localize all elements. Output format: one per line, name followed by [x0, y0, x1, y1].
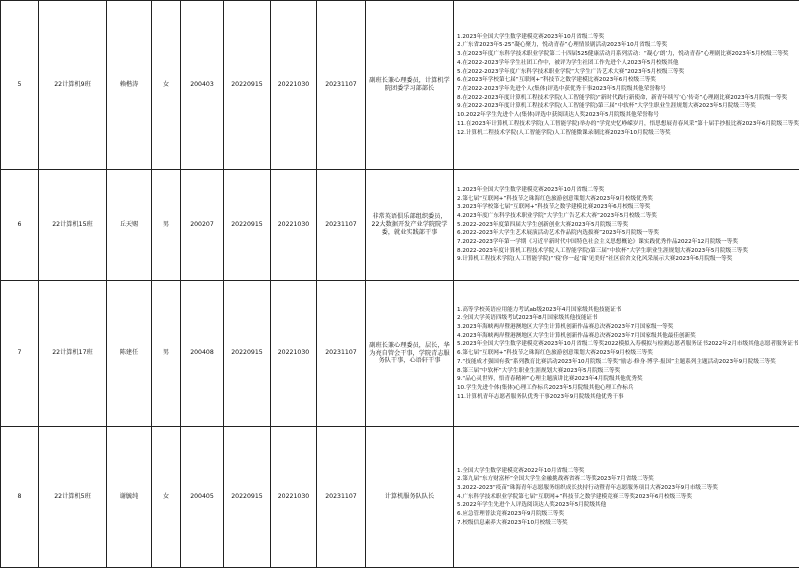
table-row [1, 1, 799, 170]
award-item: 4.2023年度广东科学技术职业学院“大学生广告艺术大赛”2023年5月校级二等奖 [457, 212, 799, 221]
awards-list [454, 467, 799, 528]
code-cell: 200403 [181, 1, 224, 170]
date-cell-2: 20221030 [271, 170, 317, 281]
award-item: 1.2023年全国大学生数学建模竞赛2023年10月省级二等奖 [457, 186, 799, 195]
award-item: 6.在2023年学校第七届“互联网+”科技节之数学建模比赛2023年6月校级三等奖 [457, 76, 799, 85]
award-item: 10.2022年学生先进个人(集体)评选中获阅读达人奖2023年5月院级其他荣誉称号 [457, 111, 799, 120]
name-cell: 谢毓纯 [107, 427, 152, 568]
award-item: 7.在2022-2023学年先进个人(集体)评选中获优秀干事2023年5月院级其他荣誉称号 [457, 85, 799, 94]
award-item: 8.第三届“中软杯”大学生职业生涯规划大赛2023年5月院级三等奖 [457, 367, 799, 376]
award-item: 5.2022-2023年度第四届大学生创新创业大赛2023年5月院级三等奖 [457, 221, 799, 230]
award-item: 9.“品心灵世界，悟青春精神”心理主题演讲比赛2023年4月院级其他优秀奖 [457, 375, 799, 384]
date-cell-3: 20231107 [317, 281, 366, 427]
class-cell: 22计算机17班 [39, 281, 107, 427]
award-item: 3.在2023年度广东科学技术职业学院第二十四届525健康活动月系列活动：“凝心‘朗’力，悦动青春”心理剧比赛2023年5月校级三等奖 [457, 50, 799, 59]
name-cell: 赖楷涛 [107, 1, 152, 170]
post-cell: 副班长兼心理委员，计算机学院团委学习部部长 [366, 1, 454, 170]
award-item: 5.在2022-2023学年度广东科学技术职业学院“大学生广告艺术大赛”2023年5月校级三等奖 [457, 68, 799, 77]
awards-cell [454, 427, 799, 568]
award-item: 4.广东科学技术职业学院第七届“互联网+”科技节之数学建模竞赛三等奖2023年6月校级三等奖 [457, 493, 799, 502]
award-item: 10.学生先进个体(集体)心理工作标兵2023年5月院级其他心理工作标兵 [457, 384, 799, 393]
awards-cell [454, 1, 799, 170]
award-item: 2.全国大学英语四级考试2023年8月国家级其他技能证书 [457, 314, 799, 323]
award-item: 11.计算机青年志愿者服务队优秀干事2023年9月院级其他优秀干事 [457, 393, 799, 402]
award-item: 4.在2022-2023学年学生社团工作中，被评为学生社团工作先进个人2023年5月校级其他 [457, 59, 799, 68]
code-cell: 200405 [181, 427, 224, 568]
award-item: 5.2022年学生先进个人评选阅读达人奖2023年5月院级其他 [457, 501, 799, 510]
gender-cell: 男 [152, 281, 181, 427]
award-item: 12.计算机二程技术学院(人工智能学院)人工智能微课录制比赛2023年10月院级三等奖 [457, 129, 799, 138]
code-cell: 200207 [181, 170, 224, 281]
award-item: 8.2022-2023年度计算机工程技术学院人工智能学院)第三届“中软杯”大学生职业生涯规划大赛2023年5月院级三等奖 [457, 247, 799, 256]
table-row [1, 427, 799, 568]
award-item: 1.2023年全国大学生数学建模竞赛2023年10月省级二等奖 [457, 33, 799, 42]
award-item: 6.应急管理普法竞赛2023年9月院级三等奖 [457, 510, 799, 519]
awards-cell [454, 281, 799, 427]
award-item: 2.第七届“互联网+”科技节之珠海红色旅游创意策划大赛2023年9月校级优秀奖 [457, 195, 799, 204]
award-item: 3.2023年海峡两岸暨港澳地区大学生计算机创新作品赛总决赛2023年7月国家级一等奖 [457, 323, 799, 332]
row-number-cell: 8 [1, 427, 39, 568]
award-item: 1.全国大学生数学建模竞赛2022年10月省级二等奖 [457, 467, 799, 476]
post-cell: 计算机服务队队长 [366, 427, 454, 568]
award-item: 7.校级信息素养大赛2023年10月校级三等奖 [457, 519, 799, 528]
award-item: 2.广东省2023年5·25“凝心聚力，悦动青春”心理情景剧活动2023年10月省级二等奖 [457, 41, 799, 50]
date-cell-1: 20220915 [224, 170, 271, 281]
award-item: 7.2022-2023学年第一学期《习近平新时代中国特色社会主义思想概论》课实践优秀作品2022年12月院级一等奖 [457, 238, 799, 247]
class-cell: 22计算机9班 [39, 1, 107, 170]
date-cell-1: 20220915 [224, 1, 271, 170]
post-cell: 非常英语俱乐部组织委员，22大数据开发产业学院院学委，就业实践部干事 [366, 170, 454, 281]
awards-list [454, 306, 799, 402]
award-item: 9.计算机工程技术学院(人工智能学院)“‘寝’你一起‘寓’见美好”社区宿舍文化风采展示大赛2023年6月院级一等奖 [457, 255, 799, 264]
awards-list [454, 33, 799, 137]
award-item: 2.第九届“东方财富杯”全国大学生金融挑战赛省赛二等奖2023年7月省级二等奖 [457, 475, 799, 484]
award-item: 4.2023年海峡两岸暨港澳地区大学生计算机创新作品赛总决赛2023年7月国家级其他最佳创新奖 [457, 332, 799, 341]
date-cell-1: 20220915 [224, 281, 271, 427]
code-cell: 200408 [181, 281, 224, 427]
name-cell: 丘天赐 [107, 170, 152, 281]
table-row [1, 170, 799, 281]
class-cell: 22计算机5班 [39, 427, 107, 568]
name-cell: 陈建任 [107, 281, 152, 427]
row-number-cell: 6 [1, 170, 39, 281]
awards-cell [454, 170, 799, 281]
date-cell-2: 20221030 [271, 1, 317, 170]
table-row [1, 281, 799, 427]
row-number-cell: 7 [1, 281, 39, 427]
award-item: 5.2023年全国大学生数学建模竞赛2023年10月省级二等奖2022模拟入寿模拟与检测志愿者服务证书2022年2月市级其他志愿者服务证书 [457, 340, 799, 349]
award-item: 1.高等学校英语应用能力考试ab级2023年4月国家级其他技能证书 [457, 306, 799, 315]
awards-list [454, 186, 799, 264]
award-item: 9.在2022-2023年度计算机工程技术学院(人工智能学院)第三届“中软杯”大学生职业生涯规划大赛2023年5月院级三等奖 [457, 102, 799, 111]
date-cell-3: 20231107 [317, 1, 366, 170]
date-cell-3: 20231107 [317, 427, 366, 568]
gender-cell: 女 [152, 427, 181, 568]
award-item: 3.2022-2023“疫苗”珠海青年志愿服务组织成长扶持行动暨青年志愿服务项目大赛2023年9月市级三等奖 [457, 484, 799, 493]
row-number-cell: 5 [1, 1, 39, 170]
date-cell-2: 20221030 [271, 427, 317, 568]
date-cell-2: 20221030 [271, 281, 317, 427]
award-item: 6.第七届“互联网+”科技节之珠海红色旅游创意策划大赛2023年9月校级三等奖 [457, 349, 799, 358]
award-item: 3.2023年学校第七届“互联网+”科技节之数学建模比赛2023年6月校级三等奖 [457, 203, 799, 212]
gender-cell: 男 [152, 170, 181, 281]
award-item: 8.在2022-2023年度计算机工程技术学院(人工智能学院)“新时代践行新使命，新青年续写‘心’传奇”心理剧比赛2023年5月院级一等奖 [457, 94, 799, 103]
post-cell: 副班长兼心理委员，层长，华为亮自管会干事，学院青志服务队干事，心语轩干事 [366, 281, 454, 427]
award-item: 6.2022-2023年大学生艺术展演活动艺术作品院内选拔赛”2023年5月院级一等奖 [457, 229, 799, 238]
award-item: 7.“技能成才强国有我”系列教育比赛活动2023年10月院级二等奖“励志·修身·博学·报国”主题系列主题活动2023年9月院级三等奖 [457, 358, 799, 367]
date-cell-3: 20231107 [317, 170, 366, 281]
date-cell-1: 20220915 [224, 427, 271, 568]
gender-cell: 女 [152, 1, 181, 170]
class-cell: 22计算机15班 [39, 170, 107, 281]
award-item: 11.在2023年计算机工程技术学院(人工智能学院)举办的“学党史忆峥嵘岁月，悟思想展青春风采”第十届手抄报比赛2023年6月院级三等奖 [457, 120, 799, 129]
